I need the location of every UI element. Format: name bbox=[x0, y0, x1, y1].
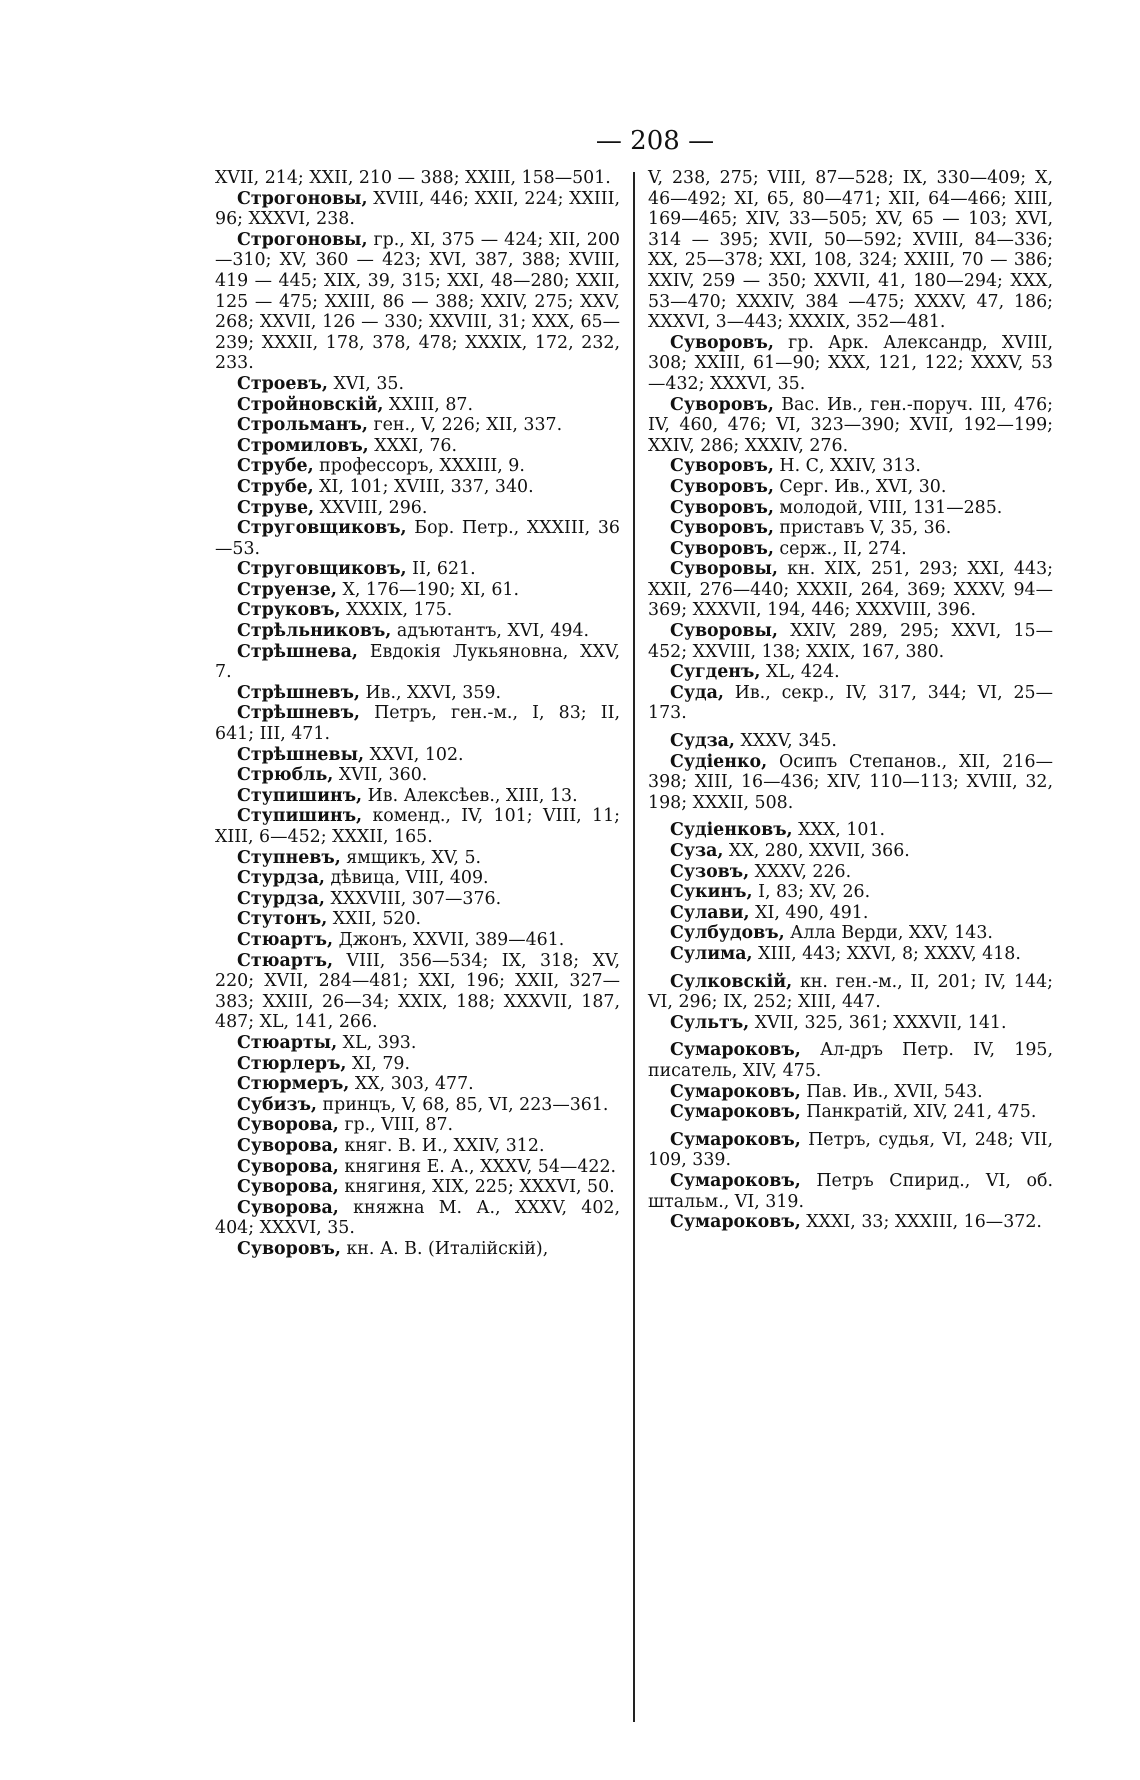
index-entry bbox=[215, 765, 620, 786]
index-entry bbox=[215, 436, 620, 457]
entry-references: кн. XIX, 251, 293; XXI, 443; XXII, 276—440; XXXII, 264, 369; XXXV, 94—369; XXXVII, 194, 446; XXXVIII, 396. bbox=[648, 559, 1053, 621]
index-entry bbox=[648, 923, 1053, 944]
index-entry bbox=[648, 518, 1053, 539]
entry-references: XXII, 520. bbox=[327, 909, 422, 930]
index-entry bbox=[648, 944, 1053, 965]
entry-references: кн. А. В. (Италійскій), bbox=[340, 1238, 549, 1259]
entry-heading: Стутонъ, bbox=[237, 909, 328, 930]
entry-heading: Стюартъ, bbox=[237, 929, 334, 950]
entry-heading: Ступневъ, bbox=[237, 847, 341, 868]
index-entry bbox=[215, 806, 620, 847]
entry-heading: Струговщиковъ, bbox=[237, 559, 407, 580]
entry-references: Ив., XXVI, 359. bbox=[359, 682, 502, 703]
entry-references: VIII, 356—534; IX, 318; XV, 220; XVII, 284—481; XXI, 196; XXII, 327—383; XXIII, 26—34; XXIX, 188; XXXVII, 187, 487; XL, 141, 266. bbox=[215, 950, 620, 1033]
entry-references: ген., V, 226; XII, 337. bbox=[367, 415, 563, 436]
entry-references: кн. ген.-м., II, 201; IV, 144; VI, 296; IX, 252; XIII, 447. bbox=[648, 971, 1053, 1013]
entry-heading: Стурдза, bbox=[237, 868, 325, 889]
entry-heading: Стюрмеръ, bbox=[237, 1074, 350, 1095]
entry-heading: Струбе, bbox=[237, 476, 314, 497]
index-entry bbox=[648, 1102, 1053, 1123]
index-columns bbox=[215, 168, 1055, 1748]
entry-heading: Судза, bbox=[670, 731, 735, 752]
index-entry bbox=[215, 1136, 620, 1157]
entry-heading: Суворова, bbox=[237, 1115, 339, 1136]
entry-heading: Ступишинъ, bbox=[237, 806, 363, 827]
entry-heading: Стрѣшневъ, bbox=[237, 703, 360, 724]
index-entry bbox=[648, 683, 1053, 724]
entry-heading: Суза, bbox=[670, 841, 724, 861]
entry-heading: Сумароковъ, bbox=[670, 1040, 801, 1061]
entry-heading: Сукинъ, bbox=[670, 882, 753, 903]
index-entry bbox=[648, 1171, 1053, 1212]
entry-heading: Струензе, bbox=[237, 579, 337, 600]
entry-references: XXXI, 76. bbox=[368, 435, 457, 456]
index-entry bbox=[648, 539, 1053, 560]
index-entry bbox=[215, 642, 620, 683]
entry-heading: Сулбудовъ, bbox=[670, 923, 785, 944]
entry-heading: Суворовы, bbox=[670, 621, 778, 642]
index-entry bbox=[648, 477, 1053, 498]
entry-references: дѣвица, VIII, 409. bbox=[324, 868, 489, 889]
entry-references: XVIII, 446; XXII, 224; XXIII, 96; XXXVI, 238. bbox=[215, 188, 620, 230]
index-entry bbox=[215, 1033, 620, 1054]
entry-references: серж., II, 274. bbox=[773, 538, 907, 559]
index-entry bbox=[215, 1115, 620, 1136]
entry-references: X, 176—190; XI, 61. bbox=[336, 579, 520, 600]
index-entry bbox=[215, 745, 620, 766]
entry-references: Джонъ, XXVII, 389—461. bbox=[333, 929, 565, 950]
index-entry bbox=[215, 1198, 620, 1239]
entry-references: XXIV, 289, 295; XXVI, 15—452; XXVIII, 138; XXIX, 167, 380. bbox=[648, 621, 1053, 662]
entry-references: Ал-дръ Петр. IV, 195, писатель, XIV, 475. bbox=[648, 1040, 1053, 1081]
index-entry bbox=[648, 559, 1053, 621]
index-entry bbox=[648, 168, 1053, 333]
entry-heading: Сузовъ, bbox=[670, 861, 750, 882]
entry-references: XXIII, 87. bbox=[383, 394, 474, 415]
entry-references: XXXVIII, 307—376. bbox=[324, 888, 502, 909]
entry-references: V, 238, 275; VIII, 87—528; IX, 330—409; X, 46—492; XI, 65, 80—471; XII, 64—466; XIII, 169—465; XIV, 33—505; XV, 65 — 103; XVI, 314 — 395; XVII, 50—592; XVIII, 84—336; XX, 25—378; XXI, 108, 324; XXIII, 70 — 386; XXIV, 259 — 350; XXVII, 41, 180—294; XXX, 53—470; XXXIV, 384 —475; XXXV, 47, 186; XXXVI, 3—443; XXXIX, 352—481. bbox=[648, 168, 1053, 333]
entry-heading: Сугденъ, bbox=[670, 662, 761, 683]
entry-references: Петръ, ген.-м., I, 83; II, 641; III, 471. bbox=[215, 703, 620, 745]
index-entry bbox=[648, 498, 1053, 519]
entry-references: принцъ, V, 68, 85, VI, 223—361. bbox=[316, 1094, 609, 1115]
entry-references: гр., XI, 375 — 424; XII, 200—310; XV, 360 — 423; XVI, 387, 388; XVIII, 419 — 445; XIX, 39, 315; XXI, 48—280; XXII, 125 — 475; XXIII, 86 — 388; XXIV, 275; XXV, 268; XXVII, 126 — 330; XXVIII, 31; XXX, 65—239; XXXII, 178, 378, 478; XXXIX, 172, 232, 233. bbox=[215, 229, 620, 374]
index-entry bbox=[215, 559, 620, 580]
entry-heading: Строгоновы, bbox=[237, 229, 368, 250]
entry-references: ямщикъ, XV, 5. bbox=[340, 847, 482, 868]
index-entry bbox=[215, 518, 620, 559]
entry-references: Петръ Спирид., VI, об. штальм., VI, 319. bbox=[648, 1170, 1053, 1212]
entry-heading: Суворовъ, bbox=[670, 394, 774, 415]
entry-heading: Струве, bbox=[237, 497, 315, 518]
entry-references: Н. С, XXIV, 313. bbox=[773, 456, 921, 477]
entry-heading: Суворова, bbox=[237, 1177, 339, 1198]
index-entry bbox=[215, 1239, 620, 1260]
index-entry bbox=[215, 168, 620, 189]
entry-heading: Суворовъ, bbox=[670, 538, 774, 559]
index-entry bbox=[648, 662, 1053, 683]
index-entry bbox=[648, 1082, 1053, 1103]
entry-references: II, 621. bbox=[406, 559, 476, 580]
index-entry bbox=[648, 903, 1053, 924]
entry-heading: Сумароковъ, bbox=[670, 1212, 801, 1233]
index-entry bbox=[215, 889, 620, 910]
index-entry bbox=[648, 621, 1053, 662]
entry-heading: Стюрлеръ, bbox=[237, 1053, 347, 1074]
entry-heading: Суворовъ, bbox=[670, 476, 774, 497]
entry-heading: Стрѣшневъ, bbox=[237, 682, 360, 703]
entry-heading: Сулковскій, bbox=[670, 971, 793, 992]
entry-heading: Суворовъ, bbox=[670, 332, 774, 353]
entry-references: XXVI, 102. bbox=[364, 744, 464, 765]
entry-heading: Сумароковъ, bbox=[670, 1081, 801, 1102]
index-entry bbox=[215, 600, 620, 621]
entry-references: молодой, VIII, 131—285. bbox=[773, 497, 1003, 518]
entry-references: XVII, 214; XXII, 210 — 388; XXIII, 158—501. bbox=[215, 168, 611, 188]
entry-heading: Суворовъ, bbox=[670, 456, 774, 477]
index-entry bbox=[648, 862, 1053, 883]
entry-heading: Сультъ, bbox=[670, 1012, 750, 1033]
entry-heading: Сумароковъ, bbox=[670, 1102, 801, 1123]
entry-heading: Суворовъ, bbox=[237, 1238, 341, 1259]
entry-heading: Стрѣльниковъ, bbox=[237, 621, 392, 642]
entry-heading: Строгоновы, bbox=[237, 188, 368, 209]
index-entry bbox=[215, 189, 620, 230]
entry-references: княг. В. И., XXIV, 312. bbox=[338, 1135, 545, 1156]
index-entry bbox=[215, 1095, 620, 1116]
entry-heading: Судіенко, bbox=[670, 751, 768, 772]
entry-references: XVII, 325, 361; XXXVII, 141. bbox=[749, 1012, 1007, 1033]
index-entry bbox=[648, 333, 1053, 395]
entry-references: княжна М. А., XXXV, 402, 404; XXXVI, 35. bbox=[215, 1197, 620, 1239]
index-entry bbox=[648, 1013, 1053, 1034]
index-entry bbox=[215, 1074, 620, 1095]
entry-references: XL, 393. bbox=[337, 1032, 417, 1053]
entry-references: княгиня, XIX, 225; XXXVI, 50. bbox=[338, 1177, 615, 1198]
entry-references: XXX, 101. bbox=[792, 820, 886, 841]
entry-heading: Сулави, bbox=[670, 902, 750, 923]
page-number: — 208 — bbox=[595, 126, 715, 156]
entry-heading: Струговщиковъ, bbox=[237, 518, 407, 539]
index-entry bbox=[215, 683, 620, 704]
entry-heading: Стрѣшневы, bbox=[237, 744, 365, 765]
entry-references: Евдокія Лукьяновна, XXV, 7. bbox=[215, 641, 620, 683]
entry-heading: Сумароковъ, bbox=[670, 1170, 801, 1191]
entry-references: I, 83; XV, 26. bbox=[752, 882, 871, 903]
index-entry bbox=[215, 868, 620, 889]
entry-references: адъютантъ, XVI, 494. bbox=[391, 621, 590, 642]
entry-references: XVI, 35. bbox=[327, 373, 404, 394]
entry-references: профессоръ, XXXIII, 9. bbox=[313, 456, 525, 477]
entry-references: XI, 79. bbox=[346, 1053, 410, 1074]
index-entry bbox=[215, 230, 620, 374]
entry-references: Вас. Ив., ген.-поруч. III, 476; IV, 460, 476; VI, 323—390; XVII, 192—199; XXIV, 286; XXXIV, 276. bbox=[648, 394, 1053, 456]
entry-references: XXVIII, 296. bbox=[314, 497, 428, 518]
index-entry bbox=[648, 731, 1053, 752]
index-entry bbox=[215, 477, 620, 498]
index-entry bbox=[215, 580, 620, 601]
index-entry bbox=[648, 752, 1053, 814]
entry-references: XL, 424. bbox=[760, 662, 840, 683]
entry-heading: Суворовъ, bbox=[670, 518, 774, 539]
entry-references: XXXIX, 175. bbox=[340, 600, 453, 621]
right-column bbox=[648, 168, 1053, 1233]
entry-heading: Струбе, bbox=[237, 456, 314, 477]
index-entry bbox=[648, 1130, 1053, 1171]
index-entry bbox=[648, 820, 1053, 841]
entry-heading: Стюартъ, bbox=[237, 950, 334, 971]
entry-references: Петръ, судья, VI, 248; VII, 109, 339. bbox=[648, 1129, 1053, 1171]
entry-heading: Сумароковъ, bbox=[670, 1129, 801, 1150]
index-entry bbox=[215, 1157, 620, 1178]
index-entry bbox=[648, 1040, 1053, 1081]
entry-references: гр. Арк. Александр, XVIII, 308; XXIII, 61—90; XXX, 121, 122; XXXV, 53—432; XXXVI, 35. bbox=[648, 332, 1053, 394]
index-entry bbox=[215, 395, 620, 416]
entry-references: Бор. Петр., XXXIII, 36—53. bbox=[215, 518, 620, 559]
entry-references: Панкратій, XIV, 241, 475. bbox=[800, 1102, 1037, 1123]
left-column bbox=[215, 168, 620, 1259]
entry-references: приставъ V, 35, 36. bbox=[773, 518, 952, 539]
entry-heading: Стрѣшнева, bbox=[237, 641, 358, 662]
entry-heading: Суворова, bbox=[237, 1197, 339, 1218]
entry-heading: Субизъ, bbox=[237, 1094, 317, 1115]
entry-references: XXXV, 345. bbox=[735, 731, 837, 752]
index-entry bbox=[215, 703, 620, 744]
entry-references: коменд., IV, 101; VIII, 11; XIII, 6—452; XXXII, 165. bbox=[215, 806, 620, 847]
entry-references: XIII, 443; XXVI, 8; XXXV, 418. bbox=[752, 943, 1021, 964]
index-entry bbox=[648, 456, 1053, 477]
entry-heading: Строльманъ, bbox=[237, 415, 368, 436]
entry-heading: Стрюбль, bbox=[237, 765, 334, 786]
entry-references: Алла Верди, XXV, 143. bbox=[784, 923, 993, 944]
entry-references: XI, 101; XVIII, 337, 340. bbox=[313, 476, 534, 497]
entry-references: Ив. Алексѣев., XIII, 13. bbox=[362, 785, 578, 806]
index-entry bbox=[215, 909, 620, 930]
entry-references: Осипъ Степанов., XII, 216—398; XIII, 16—436; XIV, 110—113; XVIII, 32, 198; XXXII, 508. bbox=[648, 751, 1053, 813]
entry-heading: Стюарты, bbox=[237, 1032, 338, 1053]
index-entry bbox=[215, 374, 620, 395]
entry-heading: Струковъ, bbox=[237, 600, 341, 621]
index-entry bbox=[215, 498, 620, 519]
entry-heading: Стромиловъ, bbox=[237, 435, 369, 456]
entry-references: XI, 490, 491. bbox=[749, 902, 869, 923]
entry-heading: Стурдза, bbox=[237, 888, 325, 909]
index-entry bbox=[648, 972, 1053, 1013]
index-entry bbox=[648, 395, 1053, 457]
entry-references: княгиня Е. А., XXXV, 54—422. bbox=[338, 1156, 617, 1177]
entry-references: XXXI, 33; XXXIII, 16—372. bbox=[800, 1212, 1042, 1233]
entry-references: XVII, 360. bbox=[333, 765, 428, 786]
entry-references: Ив., секр., IV, 317, 344; VI, 25—173. bbox=[648, 682, 1053, 724]
entry-references: XX, 303, 477. bbox=[349, 1074, 474, 1095]
index-entry bbox=[215, 621, 620, 642]
entry-references: гр., VIII, 87. bbox=[338, 1115, 454, 1136]
index-entry bbox=[215, 456, 620, 477]
index-entry bbox=[215, 1177, 620, 1198]
entry-heading: Строевъ, bbox=[237, 373, 328, 394]
entry-heading: Суда, bbox=[670, 682, 724, 703]
entry-heading: Сулима, bbox=[670, 943, 753, 964]
index-entry bbox=[215, 786, 620, 807]
entry-heading: Судіенковъ, bbox=[670, 820, 793, 841]
entry-heading: Суворова, bbox=[237, 1156, 339, 1177]
index-entry bbox=[648, 841, 1053, 862]
entry-heading: Суворова, bbox=[237, 1135, 339, 1156]
entry-references: XX, 280, XXVII, 366. bbox=[723, 841, 910, 861]
entry-heading: Суворовъ, bbox=[670, 497, 774, 518]
entry-references: Пав. Ив., XVII, 543. bbox=[800, 1081, 983, 1102]
entry-heading: Суворовы, bbox=[670, 559, 778, 580]
entry-references: XXXV, 226. bbox=[749, 861, 852, 882]
index-entry bbox=[215, 848, 620, 869]
index-entry bbox=[215, 1054, 620, 1075]
column-divider bbox=[633, 172, 635, 1722]
index-entry bbox=[215, 415, 620, 436]
entry-heading: Ступишинъ, bbox=[237, 785, 363, 806]
index-entry bbox=[648, 1212, 1053, 1233]
entry-heading: Стройновскій, bbox=[237, 394, 384, 415]
index-entry bbox=[215, 951, 620, 1033]
index-entry bbox=[215, 930, 620, 951]
entry-references: Серг. Ив., XVI, 30. bbox=[773, 476, 947, 497]
index-entry bbox=[648, 882, 1053, 903]
